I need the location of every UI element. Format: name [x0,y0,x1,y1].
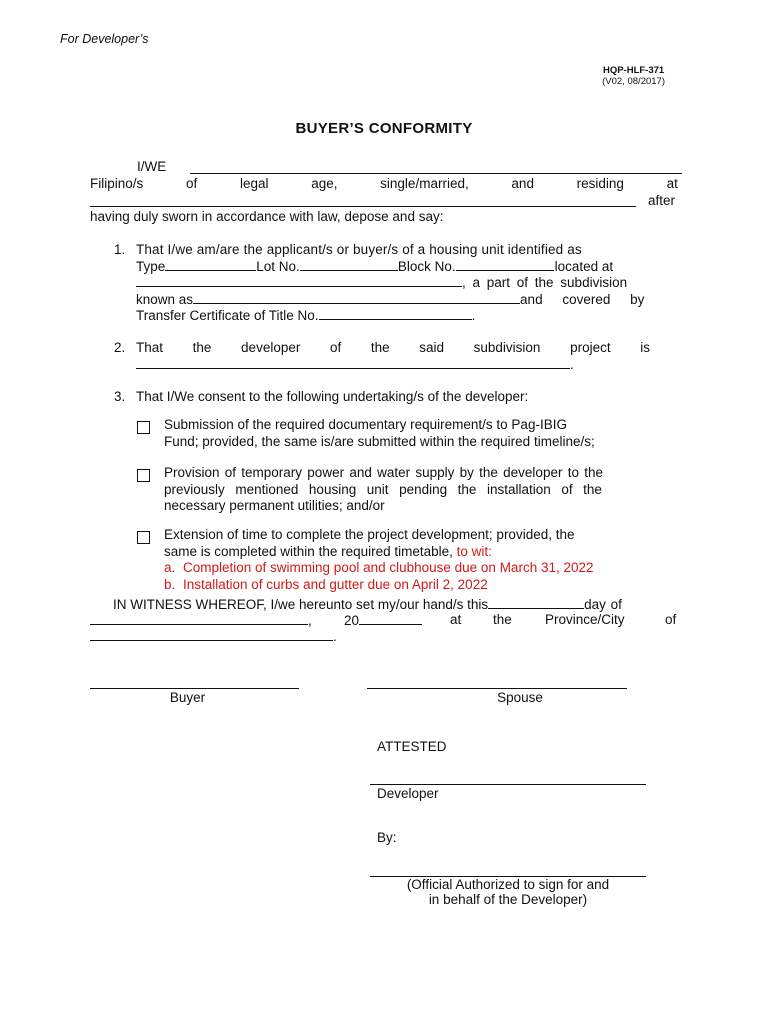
item1-text: That I/we am/are the applicant/s or buyer/s of a housing unit identified as [136,242,582,257]
option2-checkbox[interactable] [137,469,150,485]
checkbox-icon [137,421,150,434]
the-label: the [493,612,512,627]
address-field[interactable] [90,194,636,207]
item1-line2 [136,258,613,274]
developer-name-field[interactable] [136,356,570,369]
spouse-label: Spouse [497,690,543,705]
header-note: For Developer’s [60,32,149,46]
official-label-line: in behalf of the Developer) [428,892,588,907]
block-field[interactable] [456,258,554,271]
word: and [511,176,534,191]
witness-line3 [90,628,337,644]
period: . [570,357,574,372]
option-line [164,544,650,561]
iwe-label: I/WE [137,159,167,174]
option-line [164,482,650,499]
buyer-label: Buyer [169,690,206,705]
word: single/married, [380,176,469,191]
option-line-text: Provision of temporary power and water supply by the developer to the [164,465,603,480]
after-label: after [648,193,676,208]
item1-line4 [136,291,650,307]
of-label: of [665,612,677,627]
known-as-label: known as [136,292,194,307]
block-label: Block No. [397,259,456,274]
option-line: necessary permanent utilities; and/or [164,498,385,513]
period: . [471,308,476,323]
year-field[interactable] [359,612,422,625]
sub-item-letter: a. [164,560,176,575]
lot-label: Lot No. [256,259,300,274]
item1-line3 [136,274,650,290]
province-field[interactable] [90,628,333,641]
sub-item-a [164,560,594,577]
to-wit-text: to wit: [452,543,492,559]
intro-line2 [90,176,678,191]
word: subdivision [473,340,541,355]
word: at [666,176,678,191]
name-field[interactable] [190,161,682,174]
item2-line1 [136,340,650,355]
location-field[interactable] [136,274,462,287]
comma: , [308,613,312,628]
item3-text: That I/We consent to the following undertaking/s of the developer: [136,389,529,404]
spouse-signature-line[interactable] [367,676,627,689]
option-line: Fund; provided, the same is/are submitted within the required timeline/s; [164,433,595,449]
witness-line2 [90,612,678,628]
option-line [164,465,650,482]
month-field[interactable] [90,612,308,625]
option3-text [164,527,650,560]
developer-label: Developer [377,786,439,801]
iwe-row [137,159,166,174]
option2-text [164,465,650,515]
sub-item-b [164,577,594,594]
attested-label: ATTESTED [377,739,447,754]
checkbox-icon [137,469,150,482]
form-version: (V02, 08/2017) [602,76,665,87]
official-signature-line[interactable] [370,864,646,877]
located-label: located at [554,259,614,274]
developer-signature-line[interactable] [370,772,646,785]
sub-item-text: Installation of curbs and gutter due on April 2, 2022 [183,576,488,592]
sub-item-letter: b. [164,576,176,592]
word: the [192,340,212,355]
option-line-text: same is completed within the required timetable, [164,543,453,559]
option3-checkbox[interactable] [137,531,150,547]
subdivision-field[interactable] [193,291,520,304]
type-field[interactable] [165,258,256,271]
type-label: Type [136,259,166,274]
item1-line5 [136,307,475,323]
option-line-text: previously mentioned housing unit pending the installation of the [164,481,602,497]
word: is [640,340,650,355]
official-label-line: (Official Authorized to sign for and [406,877,610,892]
word: of [185,176,198,191]
word: project [570,340,611,355]
province-label: Province/City [545,612,625,627]
year-group [344,612,422,628]
buyer-signature-line[interactable] [90,676,299,689]
word: legal [239,176,269,191]
witness-text: IN WITNESS WHEREOF, I/we hereunto set my/our hand/s this [113,597,489,612]
at-label: at [450,612,462,627]
item1-number: 1. [114,242,126,257]
form-code-block [602,65,665,87]
year-prefix: 20 [344,613,360,628]
word: residing [576,176,624,191]
word: the [370,340,390,355]
day-of-label: day of [584,597,622,612]
option1-text [164,417,650,450]
day-field[interactable] [488,596,584,609]
item3-number: 3. [114,389,126,404]
word: said [419,340,445,355]
lot-field[interactable] [300,258,398,271]
part-of-label: , a part of the subdivision [462,275,628,290]
checkbox-icon [137,531,150,544]
word: That [136,340,164,355]
option1-checkbox[interactable] [137,421,150,437]
sub-items [164,560,594,593]
intro-line4: having duly sworn in accordance with law, depose and say: [90,209,444,224]
item2-line2 [136,356,574,372]
period: . [333,629,337,644]
item2-number: 2. [114,340,126,355]
word: Filipino/s [90,176,144,191]
word: of [329,340,342,355]
tct-label: Transfer Certificate of Title No. [136,308,319,323]
witness-line1 [113,596,622,612]
document-title: BUYER’S CONFORMITY [295,120,473,137]
tct-field[interactable] [319,307,472,320]
item1-line1 [136,242,650,257]
sub-item-text: Completion of swimming pool and clubhouse due on March 31, 2022 [183,560,594,575]
official-label [370,877,646,907]
word: developer [241,340,301,355]
by-label: By: [377,830,397,845]
option-line: Extension of time to complete the project development; provided, the [164,527,575,542]
covered-by-label: and covered by [520,292,645,307]
form-code: HQP-HLF-371 [602,65,665,76]
option-line: Submission of the required documentary requirement/s to Pag-IBIG [164,417,567,432]
word: age, [311,176,338,191]
